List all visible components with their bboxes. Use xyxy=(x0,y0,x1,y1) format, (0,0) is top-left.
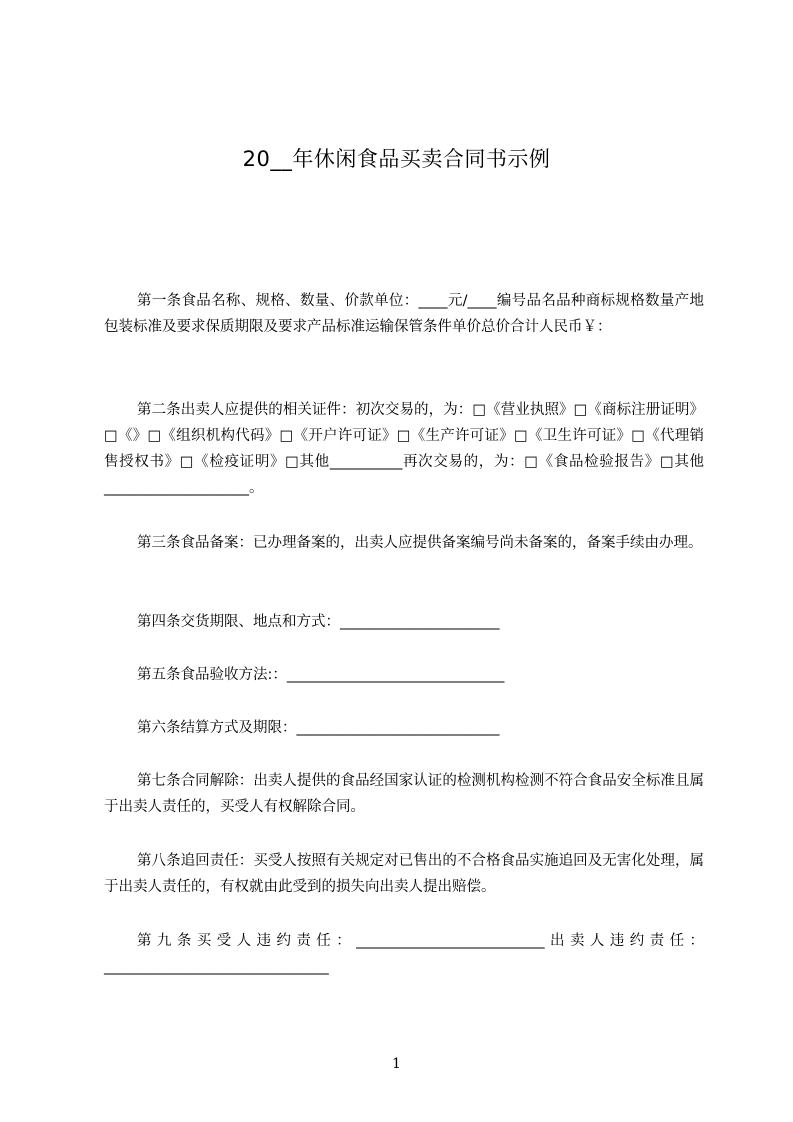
article-3: 第三条食品备案：已办理备案的，出卖人应提供备案编号尚未备案的，备案手续由办理。 xyxy=(137,535,703,551)
article-9: 第九条买受人违约责任：__________________________出卖人违约责任：_______________________________ xyxy=(104,933,704,975)
page-number: 1 xyxy=(392,1056,401,1072)
article-1: 第一条食品名称、规格、数量、价款单位：____元/____编号品名品种商标规格数量产地包装标准及要求保质期限及要求产品标准运输保管条件单价总价合计人民币￥： xyxy=(104,293,704,335)
article-8: 第八条追回责任：买受人按照有关规定对已售出的不合格食品实施追回及无害化处理，属于出卖人责任的，有权就由此受到的损失向出卖人提出赔偿。 xyxy=(104,853,704,895)
article-4: 第四条交货期限、地点和方式：______________________ xyxy=(137,614,500,630)
article-2: 第二条出卖人应提供的相关证件：初次交易的，为：□《营业执照》□《商标注册证明》□《》□《组织机构代码》□《开户许可证》□《生产许可证》□《卫生许可证》□《代理销售授权书》□《检疫证明》□其他__________再次交易的，为：□《食品检验报告》□其他____________________。 xyxy=(104,402,704,496)
document-title: 20__年休闲食品买卖合同书示例 xyxy=(242,147,551,171)
article-5: 第五条食品验收方法:：______________________________ xyxy=(137,667,505,683)
article-6: 第六条结算方式及期限：____________________________ xyxy=(137,720,500,736)
article-7: 第七条合同解除：出卖人提供的食品经国家认证的检测机构检测不符合食品安全标准且属于出卖人责任的，买受人有权解除合同。 xyxy=(104,773,704,815)
